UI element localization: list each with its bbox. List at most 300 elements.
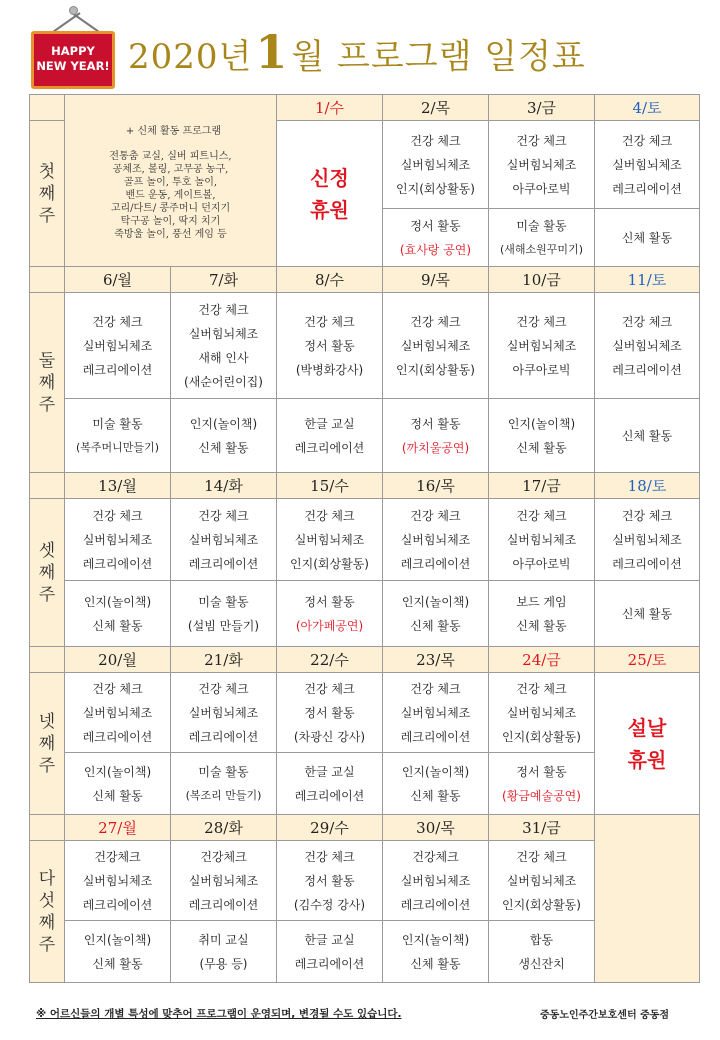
week-label-char: 주	[38, 755, 56, 776]
week-label-char: 넷	[38, 711, 56, 732]
activity-line: 건강체크	[200, 849, 247, 864]
activity-line: 건강체크	[94, 849, 141, 864]
activity-line: 신체 활동	[410, 956, 461, 971]
schedule-table	[29, 94, 700, 983]
activity-line: 실버힘뇌체조	[506, 338, 577, 353]
activity-line: (새순어린이집)	[184, 374, 263, 389]
schedule-cell	[65, 841, 171, 921]
activity-line: 건강 체크	[621, 508, 673, 523]
date-header: 6/월	[65, 267, 171, 293]
schedule-cell	[383, 293, 489, 399]
week-label-char: 주	[38, 394, 56, 415]
week-label-char: 섯	[38, 890, 56, 911]
activity-line: 한글 교실	[304, 416, 355, 431]
activity-line: 정서 활동	[304, 873, 355, 888]
pm-row	[30, 399, 700, 473]
schedule-cell	[383, 841, 489, 921]
date-header: 22/수	[277, 647, 383, 673]
schedule-cell	[171, 499, 277, 581]
activity-list	[383, 310, 488, 382]
date-header: 2/목	[383, 95, 489, 121]
activity-list	[383, 760, 488, 808]
program-line: 전통춤 교실, 실버 피트니스,	[109, 150, 232, 162]
holiday-text: 신정	[310, 165, 349, 190]
corner-cell	[30, 95, 65, 121]
activity-line: 인지(놀이책)	[83, 932, 152, 947]
activity-line: 정서 활동	[304, 705, 355, 720]
title-rest: 월 프로그램 일정표	[291, 37, 586, 77]
holiday-cell	[595, 673, 700, 815]
activity-list	[171, 298, 276, 394]
activity-line: 실버힘뇌체조	[82, 338, 153, 353]
program-list-box	[65, 95, 277, 267]
am-row	[30, 293, 700, 399]
week-label-char: 셋	[38, 540, 56, 561]
sign-line2: NEW YEAR!	[36, 59, 110, 73]
activity-line: 정서 활동	[410, 218, 461, 233]
date-header-row	[30, 267, 700, 293]
week-label	[30, 350, 64, 416]
date-header: 30/목	[383, 815, 489, 841]
week-label-char: 째	[38, 183, 56, 204]
activity-line: 신체 활동	[92, 618, 143, 633]
date-header: 17/금	[489, 473, 595, 499]
activity-list	[65, 310, 170, 382]
schedule-cell	[595, 581, 700, 647]
activity-list	[595, 424, 699, 448]
corner-cell	[30, 815, 65, 841]
activity-line: 건강 체크	[516, 681, 567, 696]
activity-line: 건강 체크	[410, 133, 461, 148]
activity-line: 레크리에이션	[82, 897, 153, 912]
date-header: 23/목	[383, 647, 489, 673]
activity-list	[383, 214, 488, 262]
date-header: 16/목	[383, 473, 489, 499]
date-header: 4/토	[595, 95, 700, 121]
schedule-cell	[489, 399, 595, 473]
activity-line: (까치울공연)	[401, 440, 470, 455]
schedule-cell	[489, 921, 595, 983]
activity-line: 건강 체크	[516, 508, 567, 523]
date-header: 15/수	[277, 473, 383, 499]
date-header: 21/화	[171, 647, 277, 673]
program-line: 밴드 운동, 게이트볼,	[125, 189, 216, 201]
schedule-cell	[171, 673, 277, 753]
week-label	[30, 868, 64, 956]
activity-line: 실버힘뇌체조	[188, 326, 259, 341]
schedule-cell	[383, 581, 489, 647]
activity-list	[171, 760, 276, 808]
program-line: 공체조, 볼링, 고무공 농구,	[112, 163, 229, 175]
schedule-cell	[383, 209, 489, 267]
activity-line: (박병화강사)	[295, 362, 364, 377]
activity-list	[489, 412, 594, 460]
schedule-cell	[171, 399, 277, 473]
schedule-cell	[489, 841, 595, 921]
activity-line: 실버힘뇌체조	[400, 532, 471, 547]
activity-line: 실버힘뇌체조	[612, 532, 682, 547]
week-label-cell	[30, 293, 65, 473]
activity-line: 합동	[529, 932, 554, 947]
activity-line: 건강 체크	[516, 133, 567, 148]
activity-line: 신체 활동	[410, 788, 461, 803]
activity-line: 레크리에이션	[188, 897, 259, 912]
activity-line: 정서 활동	[410, 416, 461, 431]
date-header: 20/월	[65, 647, 171, 673]
holiday-text: 휴원	[627, 747, 667, 772]
page-title	[128, 25, 586, 85]
activity-line: 건강 체크	[410, 681, 461, 696]
program-line: 고리/다트/ 콩주머니 던지기	[110, 202, 231, 214]
activity-list	[277, 310, 382, 382]
activity-line: (복조리 만들기)	[185, 788, 262, 802]
schedule-cell	[489, 499, 595, 581]
activity-line: 실버힘뇌체조	[506, 873, 577, 888]
activity-line: 정서 활동	[304, 594, 355, 609]
activity-line: 레크리에이션	[82, 729, 153, 744]
date-header: 28/화	[171, 815, 277, 841]
activity-line: 레크리에이션	[82, 362, 153, 377]
date-header: 29/수	[277, 815, 383, 841]
activity-line: 정서 활동	[516, 764, 567, 779]
activity-list	[383, 504, 488, 576]
schedule-cell	[65, 499, 171, 581]
date-header: 14/화	[171, 473, 277, 499]
activity-line: 건강 체크	[304, 681, 355, 696]
week-label	[30, 161, 64, 227]
activity-line: (설빔 만들기)	[187, 618, 260, 633]
activity-line: 건강체크	[412, 849, 459, 864]
activity-line: (황금예술공연)	[502, 788, 581, 803]
activity-line: 인지(놀이책)	[83, 594, 152, 609]
program-line: 죽방울 놀이, 풍선 게임 등	[114, 228, 227, 240]
activity-line: 실버힘뇌체조	[82, 532, 153, 547]
activity-line: 건강 체크	[516, 314, 567, 329]
schedule-cell	[595, 209, 700, 267]
activity-list	[595, 602, 699, 626]
am-row	[30, 499, 700, 581]
activity-list	[383, 412, 488, 460]
activity-line: 인지(놀이책)	[401, 932, 470, 947]
date-header: 18/토	[595, 473, 700, 499]
activity-list	[489, 845, 594, 917]
date-header: 13/월	[65, 473, 171, 499]
activity-line: 건강 체크	[92, 508, 143, 523]
activity-line: 신체 활동	[621, 230, 673, 245]
activity-list	[65, 677, 170, 749]
activity-list	[65, 504, 170, 576]
schedule-cell	[171, 921, 277, 983]
schedule-cell	[277, 753, 383, 815]
activity-line: 레크리에이션	[612, 181, 682, 196]
pin-icon	[69, 6, 78, 15]
activity-line: (김수정 강사)	[293, 897, 366, 912]
activity-list	[65, 845, 170, 917]
activity-line: 건강 체크	[198, 681, 249, 696]
activity-line: 신체 활동	[621, 606, 673, 621]
activity-line: 레크리에이션	[188, 556, 259, 571]
pm-row	[30, 581, 700, 647]
holiday-text: 휴원	[310, 197, 349, 222]
schedule-cell	[489, 209, 595, 267]
activity-line: 레크리에이션	[82, 556, 153, 571]
schedule-cell	[65, 399, 171, 473]
activity-line: 인지(회상활동)	[396, 181, 475, 196]
activity-list	[65, 590, 170, 638]
activity-line: 실버힘뇌체조	[188, 873, 259, 888]
activity-list	[489, 214, 594, 262]
schedule-cell	[595, 293, 700, 399]
date-header: 3/금	[489, 95, 595, 121]
date-header: 11/토	[595, 267, 700, 293]
week-label-cell	[30, 841, 65, 983]
schedule-cell	[65, 921, 171, 983]
activity-list	[65, 412, 170, 460]
footnote: ※ 어르신들의 개별 특성에 맞추어 프로그램이 운영되며, 변경될 수도 있습니다.	[36, 1008, 402, 1020]
activity-list	[277, 760, 382, 808]
activity-line: 인지(놀이책)	[189, 416, 258, 431]
activity-line: 아쿠아로빅	[512, 556, 571, 571]
corner-cell	[30, 647, 65, 673]
schedule-cell	[489, 121, 595, 209]
activity-list	[277, 504, 382, 576]
activity-line: 레크리에이션	[612, 556, 682, 571]
activity-line: 실버힘뇌체조	[612, 157, 682, 172]
schedule-cell	[489, 753, 595, 815]
activity-line: 취미 교실	[198, 932, 249, 947]
activity-line: 레크리에이션	[188, 729, 259, 744]
activity-list	[489, 504, 594, 576]
date-header: 8/수	[277, 267, 383, 293]
schedule-cell	[277, 293, 383, 399]
activity-line: (아가페공연)	[295, 618, 364, 633]
activity-line: 레크리에이션	[294, 956, 365, 971]
week-label-cell	[30, 673, 65, 815]
schedule-cell	[383, 121, 489, 209]
activity-line: 레크리에이션	[400, 729, 471, 744]
date-header: 31/금	[489, 815, 595, 841]
activity-list	[277, 590, 382, 638]
schedule-cell	[65, 293, 171, 399]
schedule-cell	[171, 293, 277, 399]
activity-line: 실버힘뇌체조	[400, 873, 471, 888]
activity-list	[171, 590, 276, 638]
activity-list	[277, 845, 382, 917]
date-header: 9/목	[383, 267, 489, 293]
week-label-char: 둘	[38, 350, 56, 371]
activity-line: 인지(놀이책)	[401, 594, 470, 609]
activity-list	[489, 310, 594, 382]
date-header-row	[30, 95, 700, 121]
activity-line: 건강 체크	[304, 508, 355, 523]
activity-line: 건강 체크	[410, 314, 461, 329]
activity-list	[595, 310, 699, 382]
schedule-cell	[277, 673, 383, 753]
activity-line: 실버힘뇌체조	[82, 873, 153, 888]
activity-line: (차광신 강사)	[293, 729, 366, 744]
activity-list	[383, 928, 488, 976]
activity-list	[489, 677, 594, 749]
activity-list	[171, 504, 276, 576]
corner-cell	[30, 473, 65, 499]
activity-line: 아쿠아로빅	[512, 362, 571, 377]
activity-line: 건강 체크	[304, 849, 355, 864]
activity-line: 레크리에이션	[400, 897, 471, 912]
activity-list	[595, 226, 699, 250]
schedule-cell	[595, 399, 700, 473]
date-header: 7/화	[171, 267, 277, 293]
activity-list	[65, 928, 170, 976]
activity-line: 신체 활동	[621, 428, 673, 443]
week-label-char: 주	[38, 934, 56, 955]
activity-line: 인지(회상활동)	[290, 556, 369, 571]
activity-line: 레크리에이션	[400, 556, 471, 571]
activity-line: 실버힘뇌체조	[400, 157, 471, 172]
activity-line: 건강 체크	[304, 314, 355, 329]
activity-line: 레크리에이션	[612, 362, 682, 377]
activity-list	[277, 412, 382, 460]
week-label-cell	[30, 121, 65, 267]
date-header: 10/금	[489, 267, 595, 293]
schedule-cell	[383, 921, 489, 983]
activity-line: 실버힘뇌체조	[188, 705, 259, 720]
activity-line: 신체 활동	[198, 440, 249, 455]
program-line: 탁구공 놀이, 딱지 치기	[120, 215, 221, 227]
activity-list	[489, 760, 594, 808]
activity-line: 레크리에이션	[294, 440, 365, 455]
activity-list	[489, 590, 594, 638]
activity-line: 인지(놀이책)	[83, 764, 152, 779]
activity-line: 아쿠아로빅	[512, 181, 571, 196]
activity-line: 레크리에이션	[294, 788, 365, 803]
activity-line: 실버힘뇌체조	[400, 705, 471, 720]
activity-line: 건강 체크	[516, 849, 567, 864]
activity-line: 미술 활동	[92, 416, 143, 431]
activity-list	[383, 129, 488, 201]
date-header-row	[30, 647, 700, 673]
activity-list	[277, 928, 382, 976]
activity-line: 건강 체크	[410, 508, 461, 523]
activity-line: (복주머니만들기)	[76, 440, 159, 454]
activity-line: 실버힘뇌체조	[82, 705, 153, 720]
week-label-char: 다	[38, 868, 56, 889]
activity-line: 미술 활동	[198, 764, 249, 779]
activity-line: 인지(놀이책)	[507, 416, 576, 431]
date-header: 1/수	[277, 95, 383, 121]
date-header-row	[30, 815, 700, 841]
schedule-cell	[489, 673, 595, 753]
date-header: 25/토	[595, 647, 700, 673]
activity-line: 인지(회상활동)	[396, 362, 475, 377]
week-label-cell	[30, 499, 65, 647]
schedule-cell	[65, 673, 171, 753]
activity-list	[171, 677, 276, 749]
schedule-cell	[171, 581, 277, 647]
program-heading: + 신체 활동 프로그램	[125, 125, 222, 137]
schedule-cell	[171, 841, 277, 921]
activity-line: 생신잔치	[518, 956, 565, 971]
activity-line: 신체 활동	[92, 956, 143, 971]
activity-list	[595, 504, 699, 576]
activity-line: 건강 체크	[198, 508, 249, 523]
activity-line: 인지(회상활동)	[502, 729, 581, 744]
activity-list	[383, 590, 488, 638]
activity-line: 인지(회상활동)	[502, 897, 581, 912]
activity-line: 신체 활동	[92, 788, 143, 803]
activity-line: 신체 활동	[516, 618, 567, 633]
activity-line: 건강 체크	[92, 681, 143, 696]
schedule-cell	[595, 121, 700, 209]
sign-line1: HAPPY	[51, 44, 95, 58]
activity-line: 정서 활동	[304, 338, 355, 353]
week-label-char: 째	[38, 733, 56, 754]
week-label-char: 째	[38, 562, 56, 583]
schedule-cell	[595, 499, 700, 581]
date-header: 24/금	[489, 647, 595, 673]
week-label-char: 째	[38, 912, 56, 933]
activity-line: 실버힘뇌체조	[506, 705, 577, 720]
activity-list	[277, 677, 382, 749]
holiday-text: 설날	[627, 715, 667, 740]
activity-line: 건강 체크	[92, 314, 143, 329]
activity-line: 건강 체크	[621, 133, 673, 148]
week-label-char: 주	[38, 584, 56, 605]
activity-line: (새해소원꾸미기)	[500, 242, 583, 256]
schedule-cell	[277, 399, 383, 473]
schedule-cell	[489, 293, 595, 399]
center-name: 중동노인주간보호센터 중동점	[540, 1010, 670, 1021]
activity-list	[171, 412, 276, 460]
activity-line: 실버힘뇌체조	[506, 157, 577, 172]
date-header: 27/월	[65, 815, 171, 841]
activity-line: 미술 활동	[516, 218, 567, 233]
corner-cell	[30, 267, 65, 293]
activity-line: 실버힘뇌체조	[506, 532, 577, 547]
week-label-char: 첫	[38, 161, 56, 182]
activity-line: 실버힘뇌체조	[188, 532, 259, 547]
activity-line: 한글 교실	[304, 764, 355, 779]
empty-header	[595, 815, 700, 983]
schedule-cell	[489, 581, 595, 647]
activity-list	[383, 845, 488, 917]
activity-line: 한글 교실	[304, 932, 355, 947]
week-label	[30, 540, 64, 606]
schedule-cell	[277, 499, 383, 581]
activity-line: (효사랑 공연)	[399, 242, 472, 257]
activity-line: (무용 등)	[199, 956, 248, 971]
schedule-cell	[277, 581, 383, 647]
activity-list	[595, 129, 699, 201]
program-line: 골프 놀이, 투호 놀이,	[123, 176, 218, 188]
activity-line: 신체 활동	[410, 618, 461, 633]
activity-line: 보드 게임	[516, 594, 567, 609]
activity-line: 신체 활동	[516, 440, 567, 455]
schedule-cell	[383, 399, 489, 473]
am-row	[30, 673, 700, 753]
activity-line: 인지(놀이책)	[401, 764, 470, 779]
activity-line: 건강 체크	[198, 302, 249, 317]
activity-list	[489, 928, 594, 976]
schedule-cell	[171, 753, 277, 815]
activity-list	[65, 760, 170, 808]
schedule-cell	[383, 753, 489, 815]
activity-line: 실버힘뇌체조	[612, 338, 682, 353]
week-label-char: 주	[38, 205, 56, 226]
title-year: 2020년	[128, 37, 253, 77]
schedule-cell	[383, 499, 489, 581]
activity-list	[489, 129, 594, 201]
activity-line: 건강 체크	[621, 314, 673, 329]
